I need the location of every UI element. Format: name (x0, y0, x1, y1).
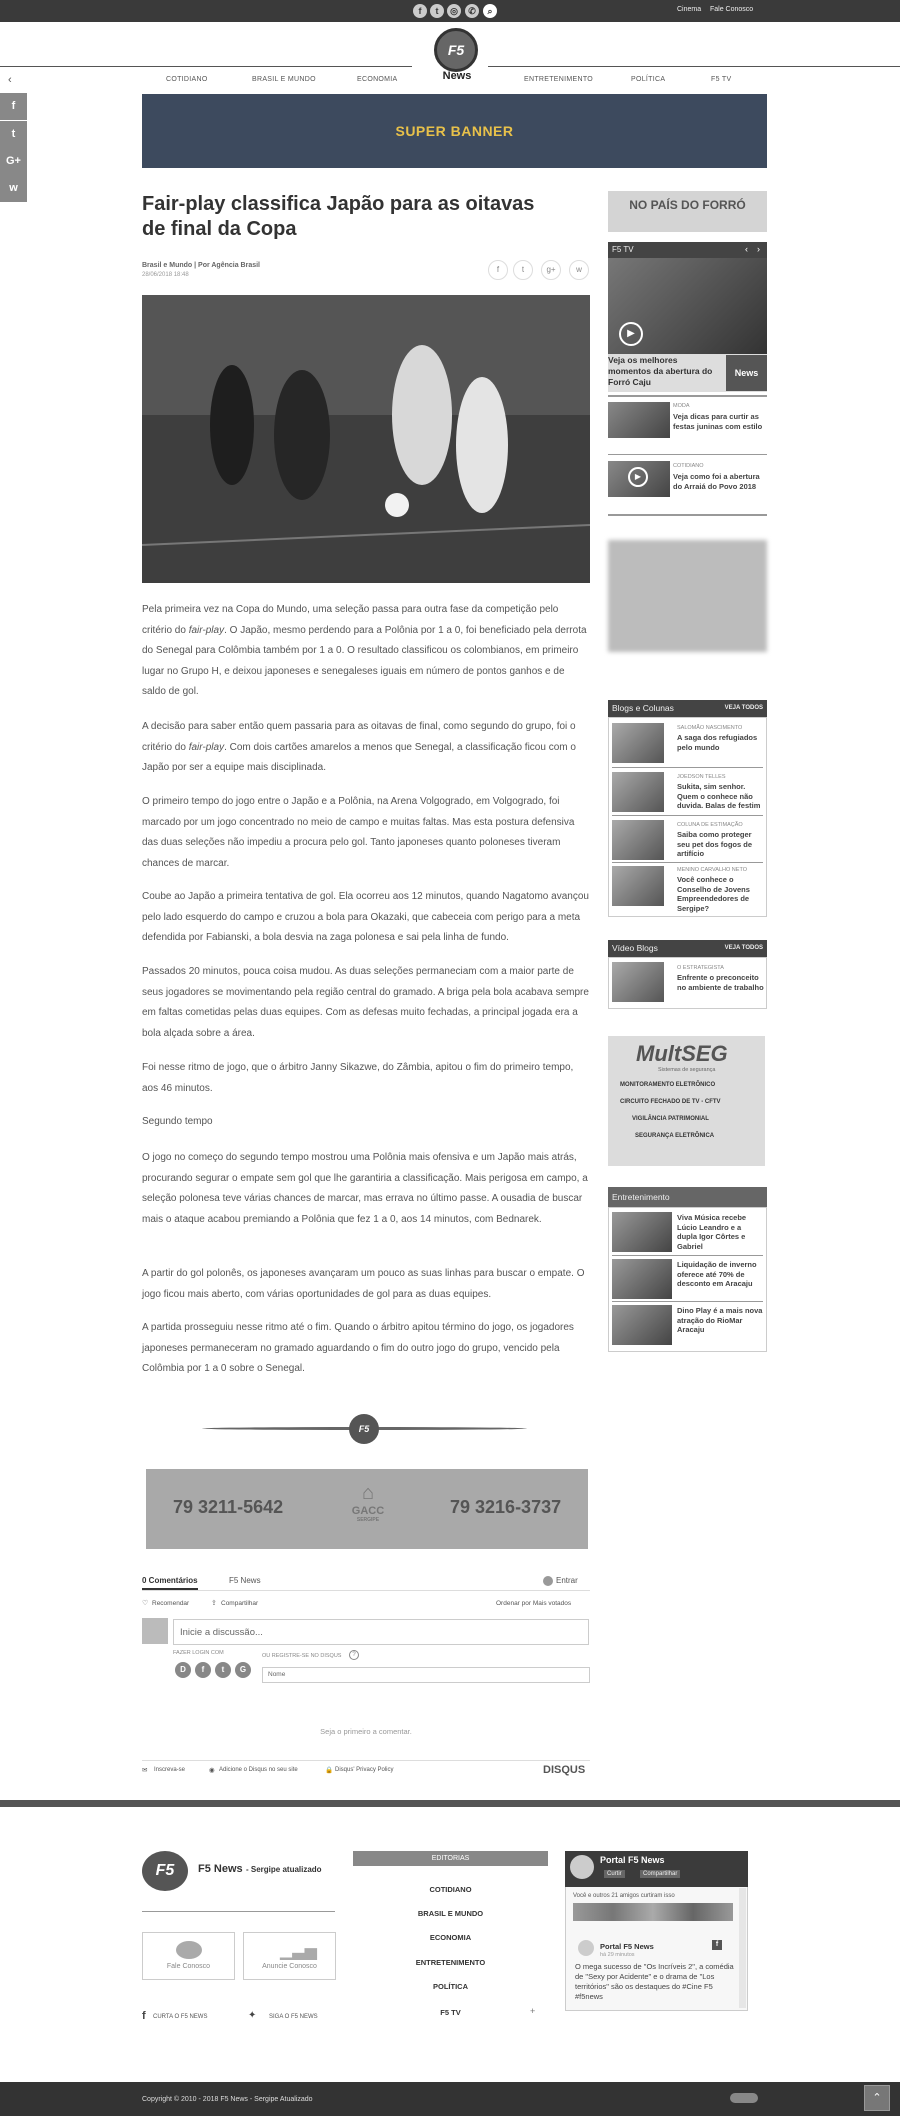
site-logo[interactable]: F5 (434, 28, 478, 72)
disqus-register: OU REGISTRE-SE NO DISQUS (262, 1653, 342, 1659)
facebook-icon[interactable]: f (142, 2010, 146, 2022)
share-whatsapp-icon[interactable]: w (569, 260, 589, 280)
plus-icon[interactable]: + (530, 2006, 536, 2016)
video-blog-author: O ESTRATEGISTA (677, 965, 724, 971)
blogs-label: Blogs e Colunas (612, 703, 674, 713)
article-paragraph: A decisão para saber então quem passaria para as oitavas de final, como segundo do grupo, foi o critério do fair-play. Com dois cartões amarelos a menos que Senegal, a classificação ficou com o Japão por ser a equipe mais disciplinada. (142, 721, 576, 773)
whatsapp-icon[interactable]: ✆ (465, 4, 479, 18)
nav-economia[interactable]: ECONOMIA (357, 76, 398, 83)
nav-f5-tv[interactable]: F5 TV (711, 76, 732, 83)
footer-nav-economia[interactable]: ECONOMIA (429, 1933, 472, 1942)
article-paragraph: Coube ao Japão a primeira tentativa de gol. Ela ocorreu aos 12 minutos, quando Nagatomo avançou pelo lado esquerdo do campo e cruzou a bola para Okazaki, que cabeceia com perigo para a meta defendida por Fabianski, a bola desvia na zaga polonesa e sai pela linha de fundo. (142, 891, 589, 943)
footer-nav-f5-tv[interactable]: F5 TV (440, 2008, 461, 2017)
footer-nav-entretenimento[interactable]: ENTRETENIMENTO (415, 1958, 486, 1967)
copyright-bar (0, 2082, 900, 2116)
fb-friends-avatars (573, 1903, 733, 1921)
nav-cotidiano[interactable]: COTIDIANO (166, 76, 208, 83)
twitter-icon[interactable]: ✦ (248, 2010, 257, 2021)
facebook-icon: f (712, 1940, 722, 1950)
video-blog-title[interactable]: Enfrente o preconceito no ambiente de trabalho (677, 973, 764, 992)
divider (612, 767, 763, 768)
entretenimento-label: Entretenimento (612, 1192, 670, 1202)
disqus-subscribe[interactable]: Inscreva-se (154, 1767, 186, 1773)
divider (142, 1911, 335, 1912)
nav-brasil-e-mundo[interactable]: BRASIL E MUNDO (252, 76, 316, 83)
article-paragraph: O primeiro tempo do jogo entre o Japão e a Polônia, na Arena Volgogrado, em Volgogrado, foi marcado por um jogo concentrado no meio de campo e muitas faltas. Mas esta postura defensiva das duas seleções não impediu a procura pelo gol. Tanto japoneses quanto poloneses tiveram chances de marcar. (142, 796, 575, 869)
gacc-sub: SERGIPE (356, 1517, 380, 1523)
multseg-service: SEGURANÇA ELETRÔNICA (635, 1133, 715, 1139)
disqus-divider (142, 1590, 590, 1591)
bar-chart-icon: ▁▃▅ (280, 1943, 317, 1960)
nav-entretenimento[interactable]: ENTRETENIMENTO (524, 76, 594, 83)
google-login-icon[interactable]: G (235, 1662, 251, 1678)
multseg-tagline: Sistemas de segurança (658, 1067, 716, 1073)
fb-post-text: O mega sucesso de "Os Incríveis 2", a comédia de "Sexy por Acidente" e o drama de "Los territórios" são os destaques do #Cine F5 #f5news (575, 1962, 734, 2001)
entertainment-image[interactable] (612, 1305, 672, 1345)
contact-label: Fale Conosco (166, 1963, 211, 1970)
fb-friends-text: Você e outros 21 amigos curtiram isso (573, 1893, 675, 1899)
footer-nav-cotidiano[interactable]: COTIDIANO (429, 1885, 472, 1894)
fb-post-time: há 29 minutos (600, 1952, 635, 1958)
multseg-service: VIGILÂNCIA PATRIMONIAL (632, 1116, 709, 1122)
blog-author: MENINO CARVALHO NETO (677, 867, 747, 873)
article-paragraph: A partir do gol polonês, os japoneses avançaram um pouco as suas linhas para buscar o empate. O jogo ficou mais aberto, com várias oportunidades de gol para as duas equipes. (142, 1268, 585, 1300)
chevron-left-icon[interactable]: ‹ (8, 74, 12, 86)
disqus-tab-site[interactable]: F5 News (229, 1576, 261, 1585)
article-date: 28/06/2018 18:48 (142, 272, 189, 278)
tv-main-title[interactable]: Veja os melhores momentos da abertura do Forró Caju (608, 355, 713, 387)
footer-nav-brasil-e-mundo[interactable]: BRASIL E MUNDO (417, 1909, 484, 1918)
article-paragraph: A partida prosseguiu nesse ritmo até o fim. Quando o árbitro apitou término do jogo, os jogadores japoneses permaneceram no gramado aguardando o fim do outro jogo do grupo, vencido pela Colômbia por 1 a 0 sobre o Senegal. (142, 1322, 574, 1374)
entertainment-image[interactable] (612, 1259, 672, 1299)
blogs-header (608, 700, 767, 717)
twitter-icon[interactable]: t (430, 4, 444, 18)
advertise-label: Anuncie Conosco (262, 1963, 317, 1970)
copyright-text: Copyright © 2010 - 2018 F5 News - Sergipe Atualizado (142, 2096, 313, 2103)
blog-author: JOEDSON TELLES (677, 774, 726, 780)
footer-logo[interactable]: F5 (142, 1851, 188, 1891)
divider (608, 395, 767, 397)
avatar (142, 1618, 168, 1644)
scroll-top-button[interactable]: ⌃ (864, 2085, 890, 2111)
chat-icon (176, 1941, 202, 1959)
contact-button[interactable] (142, 1932, 235, 1980)
entertainment-title[interactable]: Viva Música recebe Lúcio Leandro e a dupla Igor Côrtes e Gabriel (677, 1213, 747, 1251)
disqus-add[interactable]: Adicione o Disqus no seu site (219, 1767, 298, 1773)
article-paragraph: Pela primeira vez na Copa do Mundo, uma seleção passa para outra fase da competição pelo critério do fair-play. O Japão, mesmo perdendo para a Polônia por 1 a 0, foi beneficiado pela derrota do Senegal para Colômbia também por 1 a 0. O resultado classificou os colombianos, em primeiro lugar no Grupo H, e deixou japoneses e senegaleses iguais em número de pontos ganhos e de saldo de gol. (142, 604, 587, 697)
editorias-header: EDITORIAS (353, 1851, 548, 1866)
disqus-icon: ◉ (209, 1767, 215, 1774)
nav-politica[interactable]: POLÍTICA (631, 76, 666, 83)
share-facebook-icon[interactable]: f (488, 260, 508, 280)
disqus-login-icon[interactable]: D (175, 1662, 191, 1678)
article-title: Fair-play classifica Japão para as oitavas de final da Copa (142, 193, 535, 240)
multseg-service: CIRCUITO FECHADO DE TV - CFTV (620, 1099, 721, 1105)
side-whatsapp-icon[interactable]: w (0, 175, 27, 202)
search-icon[interactable]: ⌕ (483, 4, 497, 18)
entretenimento-header (608, 1187, 767, 1207)
link-cinema[interactable]: Cinema (677, 6, 702, 13)
blog-title[interactable]: Você conhece o Conselho de Jovens Empreendedores de Sergipe? (677, 875, 750, 913)
entertainment-title[interactable]: Dino Play é a mais nova atração do RioMar Aracaju (677, 1306, 763, 1334)
disqus-brand[interactable]: DISQUS (543, 1764, 586, 1776)
multseg-brand: MultSEG (636, 1041, 728, 1066)
disqus-privacy[interactable]: Disqus' Privacy Policy (335, 1767, 394, 1773)
disqus-tab-comments[interactable]: 0 Comentários (142, 1576, 198, 1590)
entertainment-image[interactable] (612, 1212, 672, 1252)
advertise-button[interactable] (243, 1932, 336, 1980)
side-googleplus-icon[interactable]: G+ (0, 148, 27, 175)
side-twitter-icon[interactable]: t (0, 121, 27, 148)
avatar[interactable] (612, 866, 664, 906)
chevron-left-icon[interactable]: ‹ (745, 244, 748, 254)
disqus-comment-input[interactable]: Inicie a discussão... (173, 1619, 589, 1645)
instagram-icon[interactable]: ◎ (447, 4, 461, 18)
disqus-name-input[interactable]: Nome (262, 1667, 590, 1683)
video-blogs-header (608, 940, 767, 957)
avatar[interactable] (612, 820, 664, 860)
fb-share-button[interactable]: Compartilhar (640, 1870, 680, 1878)
graduation-cap-icon: ⌂ (361, 1482, 375, 1504)
footer-logo-text: F5 News (198, 1863, 243, 1875)
entertainment-title[interactable]: Liquidação de inverno oferece até 70% de desconto em Aracaju (677, 1260, 757, 1288)
gacc-phone-right: 79 3216-3737 (450, 1497, 562, 1517)
f5-news-logo: News (726, 355, 767, 391)
twitter-login-icon[interactable]: t (215, 1662, 231, 1678)
footer-fb-follow[interactable]: CURTA O F5 NEWS (153, 2014, 208, 2020)
disqus-recommend[interactable]: Recomendar (152, 1600, 190, 1607)
article-hero-image (142, 295, 590, 583)
developer-logo[interactable] (730, 2093, 758, 2103)
article-subheading: Segundo tempo (142, 1116, 213, 1127)
tv-item-category: COTIDIANO (673, 463, 704, 469)
avatar[interactable] (612, 772, 664, 812)
blog-title[interactable]: A saga dos refugiados pelo mundo (677, 733, 758, 752)
divider-logo: F5 (349, 1414, 379, 1444)
footer-bar (0, 1800, 900, 1807)
divider (612, 1301, 763, 1302)
blog-title[interactable]: Sukita, sim senhor. Quem o conhece não duvida. Balas de festim (677, 782, 761, 810)
video-blogs-label: Vídeo Blogs (612, 943, 658, 953)
blog-author: SALOMÃO NASCIMENTO (677, 725, 743, 731)
tv-item-title[interactable]: Veja dicas para curtir as festas juninas com estilo (673, 412, 763, 431)
header-line-left (0, 66, 412, 67)
disqus-empty-message: Seja o primeiro a comentar. (320, 1727, 412, 1736)
play-icon[interactable]: ▶ (628, 467, 648, 487)
site-logo-text[interactable]: News (442, 70, 472, 82)
facebook-login-icon[interactable]: f (195, 1662, 211, 1678)
mail-icon[interactable]: ✉ (142, 1767, 148, 1774)
chevron-right-icon[interactable]: › (757, 244, 760, 254)
share-icon[interactable]: ⇪ (211, 1600, 217, 1607)
forro-ad[interactable]: NO PAÍS DO FORRÓ (608, 191, 767, 232)
footer-tagline: - Sergipe atualizado (246, 1865, 322, 1874)
help-icon[interactable]: ? (349, 1650, 359, 1660)
fb-post-name[interactable]: Portal F5 News (600, 1942, 654, 1951)
disqus-share[interactable]: Compartilhar (221, 1600, 259, 1607)
article-category-author: Brasil e Mundo | Por Agência Brasil (142, 262, 261, 269)
page-avatar (570, 1855, 594, 1879)
article-paragraph: O jogo no começo do segundo tempo mostrou uma Polônia mais ofensiva e um Japão mais atrás, procurando segurar o empate sem gol que lhe garantiria a classificação. Mais perigosa em campo, a seleção polonesa teve várias chances de marcar, mas errava no último passe. A ousadia de buscar mais o ataque acabou premiando a Polônia que fez 1 a 0, aos 14 minutos, com Bednarek. (142, 1152, 588, 1225)
disqus-divider (142, 1760, 590, 1761)
heart-icon[interactable]: ♡ (142, 1600, 149, 1607)
gacc-logo (345, 1482, 391, 1536)
tv-label: F5 TV (608, 242, 767, 258)
facebook-icon[interactable]: f (413, 4, 427, 18)
blog-author: COLUNA DE ESTIMAÇÃO (677, 822, 743, 828)
multseg-service: MONITORAMENTO ELETRÔNICO (620, 1082, 716, 1088)
page-avatar (578, 1940, 594, 1956)
avatar[interactable] (612, 723, 664, 763)
link-fale-conosco[interactable]: Fale Conosco (710, 6, 754, 13)
fb-like-button[interactable]: Curtir (604, 1870, 625, 1878)
avatar[interactable] (612, 962, 664, 1002)
gacc-phone-left: 79 3211-5642 (173, 1497, 284, 1517)
tv-item-category: MODA (673, 403, 690, 409)
video-blogs-see-all[interactable]: VEJA TODOS (724, 945, 763, 951)
divider (612, 862, 763, 863)
fb-page-name[interactable]: Portal F5 News (600, 1855, 665, 1865)
footer-nav-politica[interactable]: POLÍTICA (433, 1982, 468, 1991)
side-facebook-icon[interactable]: f (0, 93, 27, 120)
gacc-brand: GACC (351, 1505, 385, 1517)
lock-icon: 🔒 (325, 1767, 334, 1774)
tv-item-title[interactable]: Veja como foi a abertura do Arraiá do Povo 2018 (673, 472, 760, 491)
header-line-right (488, 66, 900, 67)
fb-scrollbar[interactable] (739, 1888, 746, 2008)
tv-item-image[interactable] (608, 402, 670, 438)
divider (612, 1255, 763, 1256)
blogs-see-all[interactable]: VEJA TODOS (724, 705, 763, 711)
super-banner[interactable]: SUPER BANNER (142, 94, 767, 168)
disqus-login[interactable]: Entrar (556, 1576, 578, 1585)
article-paragraph: Passados 20 minutos, pouca coisa mudou. As duas seleções permaneciam com a maior parte de seus jogadores se movimentando pela região central do gramado. A briga pela bola acabava sempre em faltas cometidas pelas duas equipes. Com as defesas muito fechadas, a principal jogada era a bola alçada sobre a área. (142, 966, 589, 1039)
user-icon (543, 1576, 553, 1586)
play-icon[interactable]: ▶ (619, 322, 643, 346)
share-twitter-icon[interactable]: t (513, 260, 533, 280)
footer-tw-follow[interactable]: SIGA O F5 NEWS (269, 2014, 318, 2020)
article-paragraph: Foi nesse ritmo de jogo, que o árbitro Janny Sikazwe, do Zâmbia, apitou o fim do primeiro tempo, aos 46 minutos. (142, 1062, 574, 1094)
sidebar-ad[interactable] (608, 540, 767, 652)
divider (608, 454, 767, 455)
disqus-order[interactable]: Ordenar por Mais votados (496, 1600, 572, 1607)
divider (608, 514, 767, 516)
share-googleplus-icon[interactable]: g+ (541, 260, 561, 280)
blog-title[interactable]: Saiba como proteger seu pet dos fogos de artifício (677, 830, 753, 858)
disqus-login-with: FAZER LOGIN COM (173, 1650, 224, 1656)
divider (612, 815, 763, 816)
